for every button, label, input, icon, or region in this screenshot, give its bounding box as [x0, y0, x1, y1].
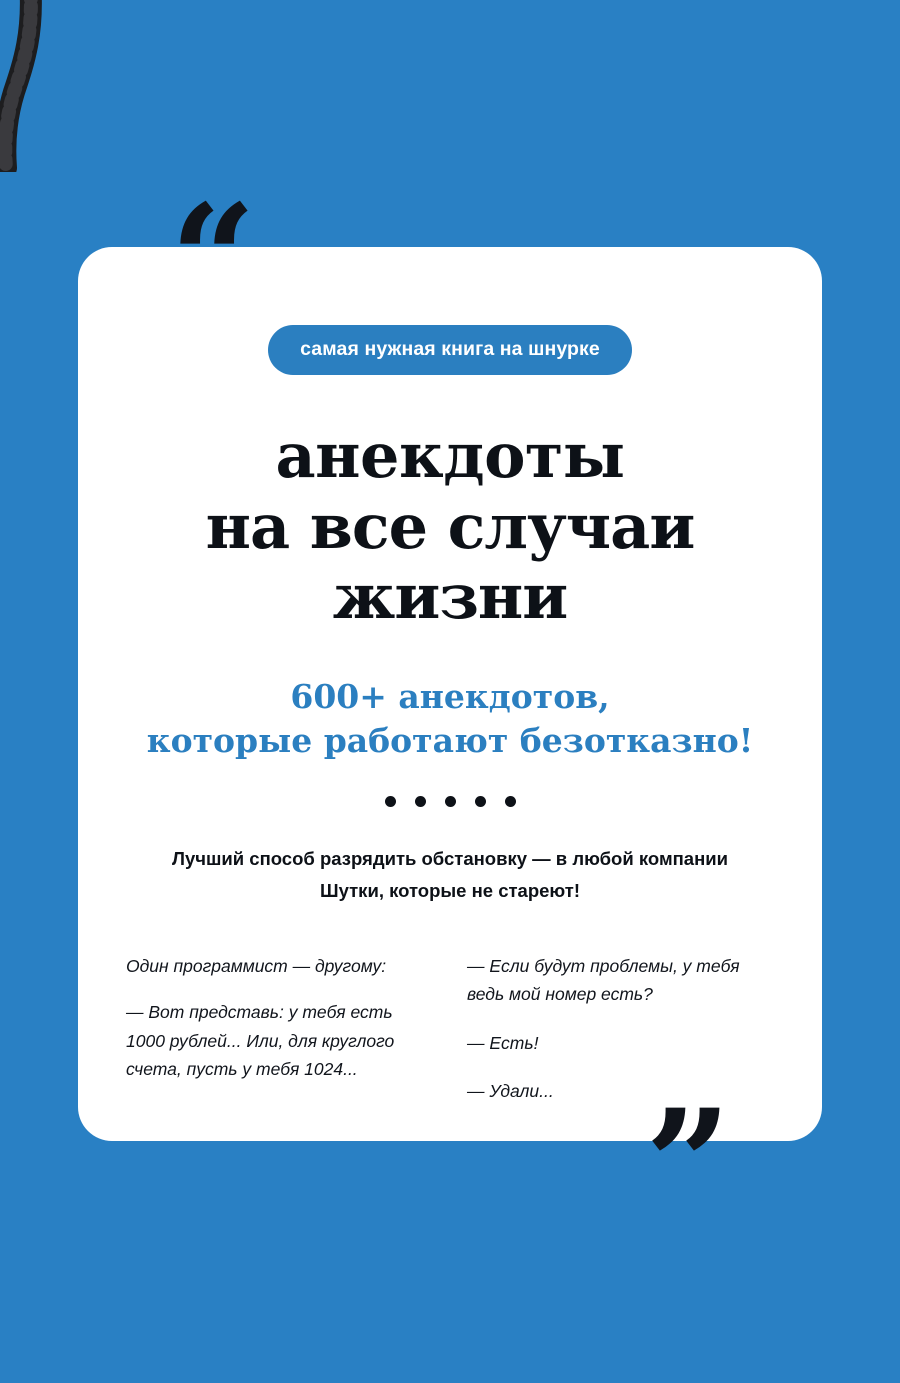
- dots-separator: [126, 796, 774, 807]
- dot-icon: [505, 796, 516, 807]
- tagline-line-1: Лучший способ разрядить обстановку — в любой компании: [171, 848, 729, 870]
- page-title: [126, 421, 774, 633]
- tagline-badge: самая нужная книга на шнурке: [268, 325, 632, 375]
- taglines: [126, 843, 774, 908]
- book-cord: [0, 0, 70, 172]
- badge-row: [126, 325, 774, 375]
- title-line-2: на все случаи жизни: [205, 489, 695, 634]
- quote-close-mark: ”: [645, 1077, 730, 1253]
- joke-line: — Есть!: [467, 1032, 539, 1053]
- joke-line: Один программист — другому:: [126, 955, 387, 976]
- dot-icon: [445, 796, 456, 807]
- title-line-1: анекдоты: [275, 419, 625, 492]
- dot-icon: [385, 796, 396, 807]
- dot-icon: [415, 796, 426, 807]
- dot-icon: [475, 796, 486, 807]
- joke-line: — Если будут проблемы, у тебя ведь мой номер есть?: [467, 955, 740, 1005]
- subtitle: [126, 675, 774, 762]
- subtitle-line-2: которые работают безотказно!: [146, 720, 754, 760]
- book-cover-card: [78, 247, 822, 1141]
- joke-line: — Удали...: [467, 1080, 554, 1101]
- joke-column-left: [126, 952, 433, 1125]
- joke-line: — Вот представь: у тебя есть 1000 рублей... Или, для круглого счета, пусть у тебя 1024...: [126, 1002, 395, 1079]
- tagline-line-2: Шутки, которые не стареют!: [320, 880, 580, 902]
- subtitle-line-1: 600+ анекдотов,: [290, 677, 610, 717]
